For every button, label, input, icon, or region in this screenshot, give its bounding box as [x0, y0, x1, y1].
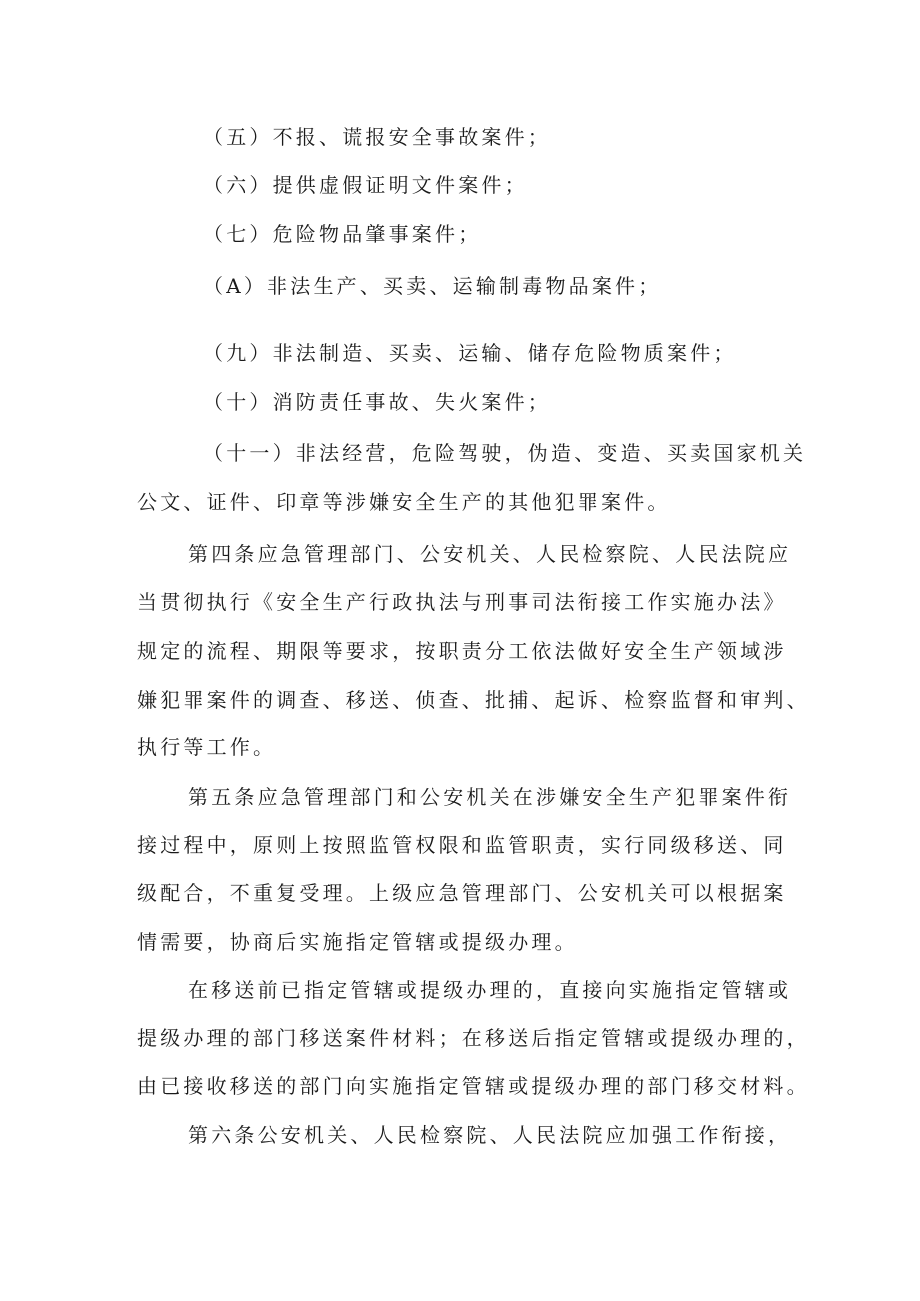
article-6-line: 第六条公安机关、人民检察院、人民法院应加强工作衔接，	[188, 1123, 792, 1147]
article-5-line: 接过程中，原则上按照监管权限和监管职责，实行同级移送、同	[137, 833, 787, 857]
article-5-line: 第五条应急管理部门和公安机关在涉嫌安全生产犯罪案件衔	[188, 785, 792, 809]
transfer-paragraph-line: 在移送前已指定管辖或提级办理的，直接向实施指定管辖或	[188, 978, 792, 1002]
list-item: （A）非法生产、买卖、运输制毒物品案件；	[203, 274, 662, 298]
article-4-line: 当贯彻执行《安全生产行政执法与刑事司法衔接工作实施办法》	[137, 590, 787, 614]
list-item: （五）不报、谎报安全事故案件；	[203, 125, 551, 149]
article-5-line: 情需要，协商后实施指定管辖或提级办理。	[137, 930, 578, 954]
article-4-line: 第四条应急管理部门、公安机关、人民检察院、人民法院应	[188, 542, 792, 566]
list-item: （七）危险物品肇事案件；	[203, 222, 482, 246]
list-item-continuation: 公文、证件、印章等涉嫌安全生产的其他犯罪案件。	[137, 490, 671, 514]
list-item: （六）提供虚假证明文件案件；	[203, 173, 528, 197]
transfer-paragraph-line: 由已接收移送的部门向实施指定管辖或提级办理的部门移交材料。	[137, 1074, 810, 1098]
article-4-line: 规定的流程、期限等要求，按职责分工依法做好安全生产领域涉	[137, 639, 787, 663]
list-item: （十一）非法经营，危险驾驶，伪造、变造、买卖国家机关	[203, 441, 807, 465]
list-item: （十）消防责任事故、失火案件；	[203, 390, 551, 414]
article-5-line: 级配合，不重复受理。上级应急管理部门、公安机关可以根据案	[137, 881, 787, 905]
article-4-line: 执行等工作。	[137, 735, 277, 759]
list-item: （九）非法制造、买卖、运输、储存危险物质案件；	[203, 341, 737, 365]
article-4-line: 嫌犯罪案件的调查、移送、侦查、批捕、起诉、检察监督和审判、	[137, 688, 810, 712]
transfer-paragraph-line: 提级办理的部门移送案件材料；在移送后指定管辖或提级办理的，	[137, 1026, 810, 1050]
